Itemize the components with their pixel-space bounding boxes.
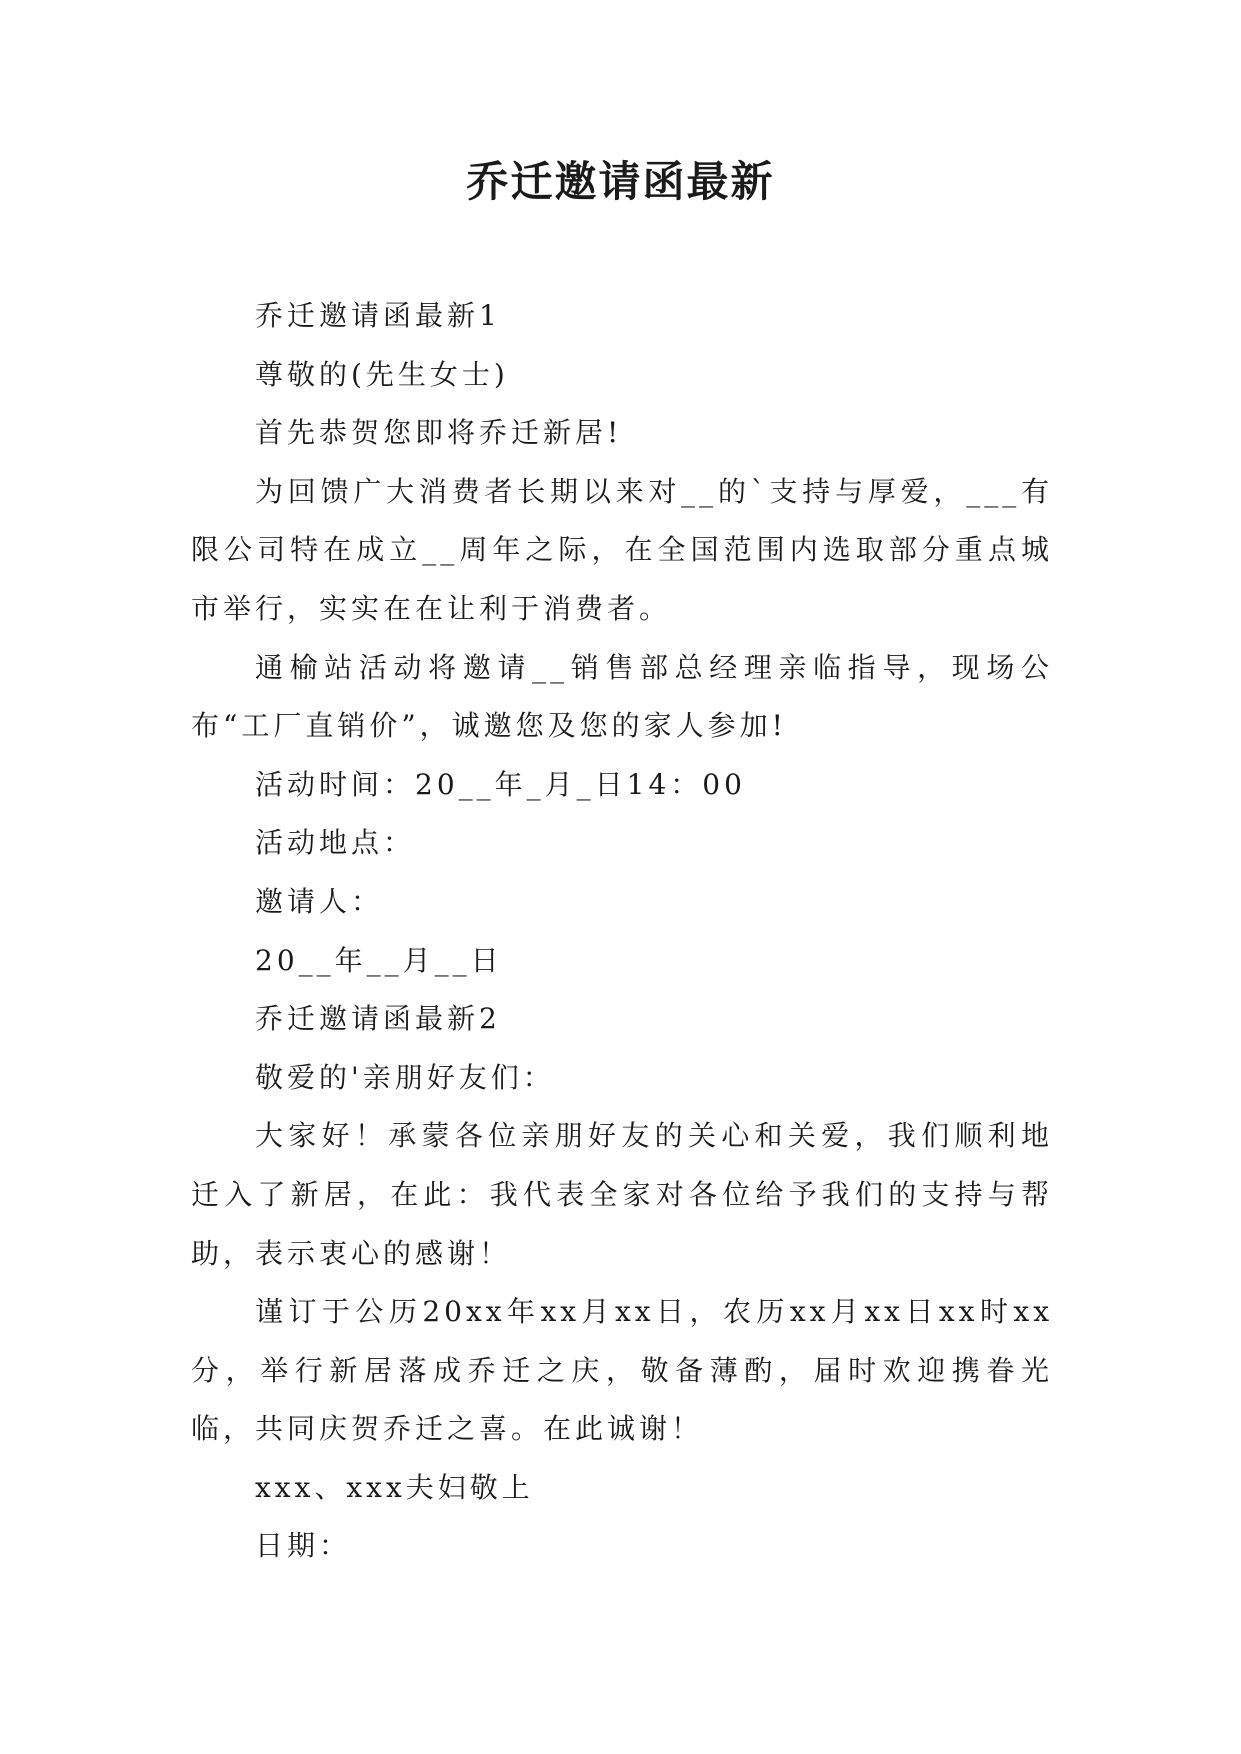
paragraph-event-time: 活动时间：20__年_月_日14：00 [255,767,746,801]
document-title: 乔迁邀请函最新 [466,157,775,206]
paragraph-salutation-2: 敬爱的'亲朋好友们： [255,1060,555,1094]
paragraph-invitation-1-heading: 乔迁邀请函最新1 [255,299,501,332]
paragraph-invitation-2-heading: 乔迁邀请函最新2 [255,1002,501,1036]
paragraph-celebration-details: 谨订于公历20xx年xx月xx日，农历xx月xx日xx时xx分，举行新居落成乔迁之庆，敬备薄酌，届时欢迎携眷光临，共同庆贺乔迁之喜。在此诚谢！ [191,1295,1053,1446]
paragraph-event-intro: 为回馈广大消费者长期以来对__的`支持与厚爱，___有限公司特在成立__周年之际，在全国范围内选取部分重点城市举行，实实在在让利于消费者。 [191,474,1053,625]
paragraph-thanks: 大家好！承蒙各位亲朋好友的关心和关爱，我们顺利地迁入了新居，在此：我代表全家对各位给予我们的支持与帮助，表示衷心的感谢！ [191,1119,1053,1270]
paragraph-signature: xxx、xxx夫妇敬上 [255,1470,534,1504]
document-body [191,287,1053,1576]
paragraph-inviter: 邀请人： [255,884,384,918]
paragraph-event-invitation: 通榆站活动将邀请__销售部总经理亲临指导，现场公布“工厂直销价”，诚邀您及您的家人参加! [191,650,1053,743]
paragraph-event-location: 活动地点： [255,826,416,860]
paragraph-date-1: 20__年__月__日 [255,943,503,977]
paragraph-congratulations: 首先恭贺您即将乔迁新居! [255,416,623,450]
paragraph-date-2: 日期： [255,1529,352,1563]
paragraph-salutation-1: 尊敬的(先生女士) [255,357,509,391]
